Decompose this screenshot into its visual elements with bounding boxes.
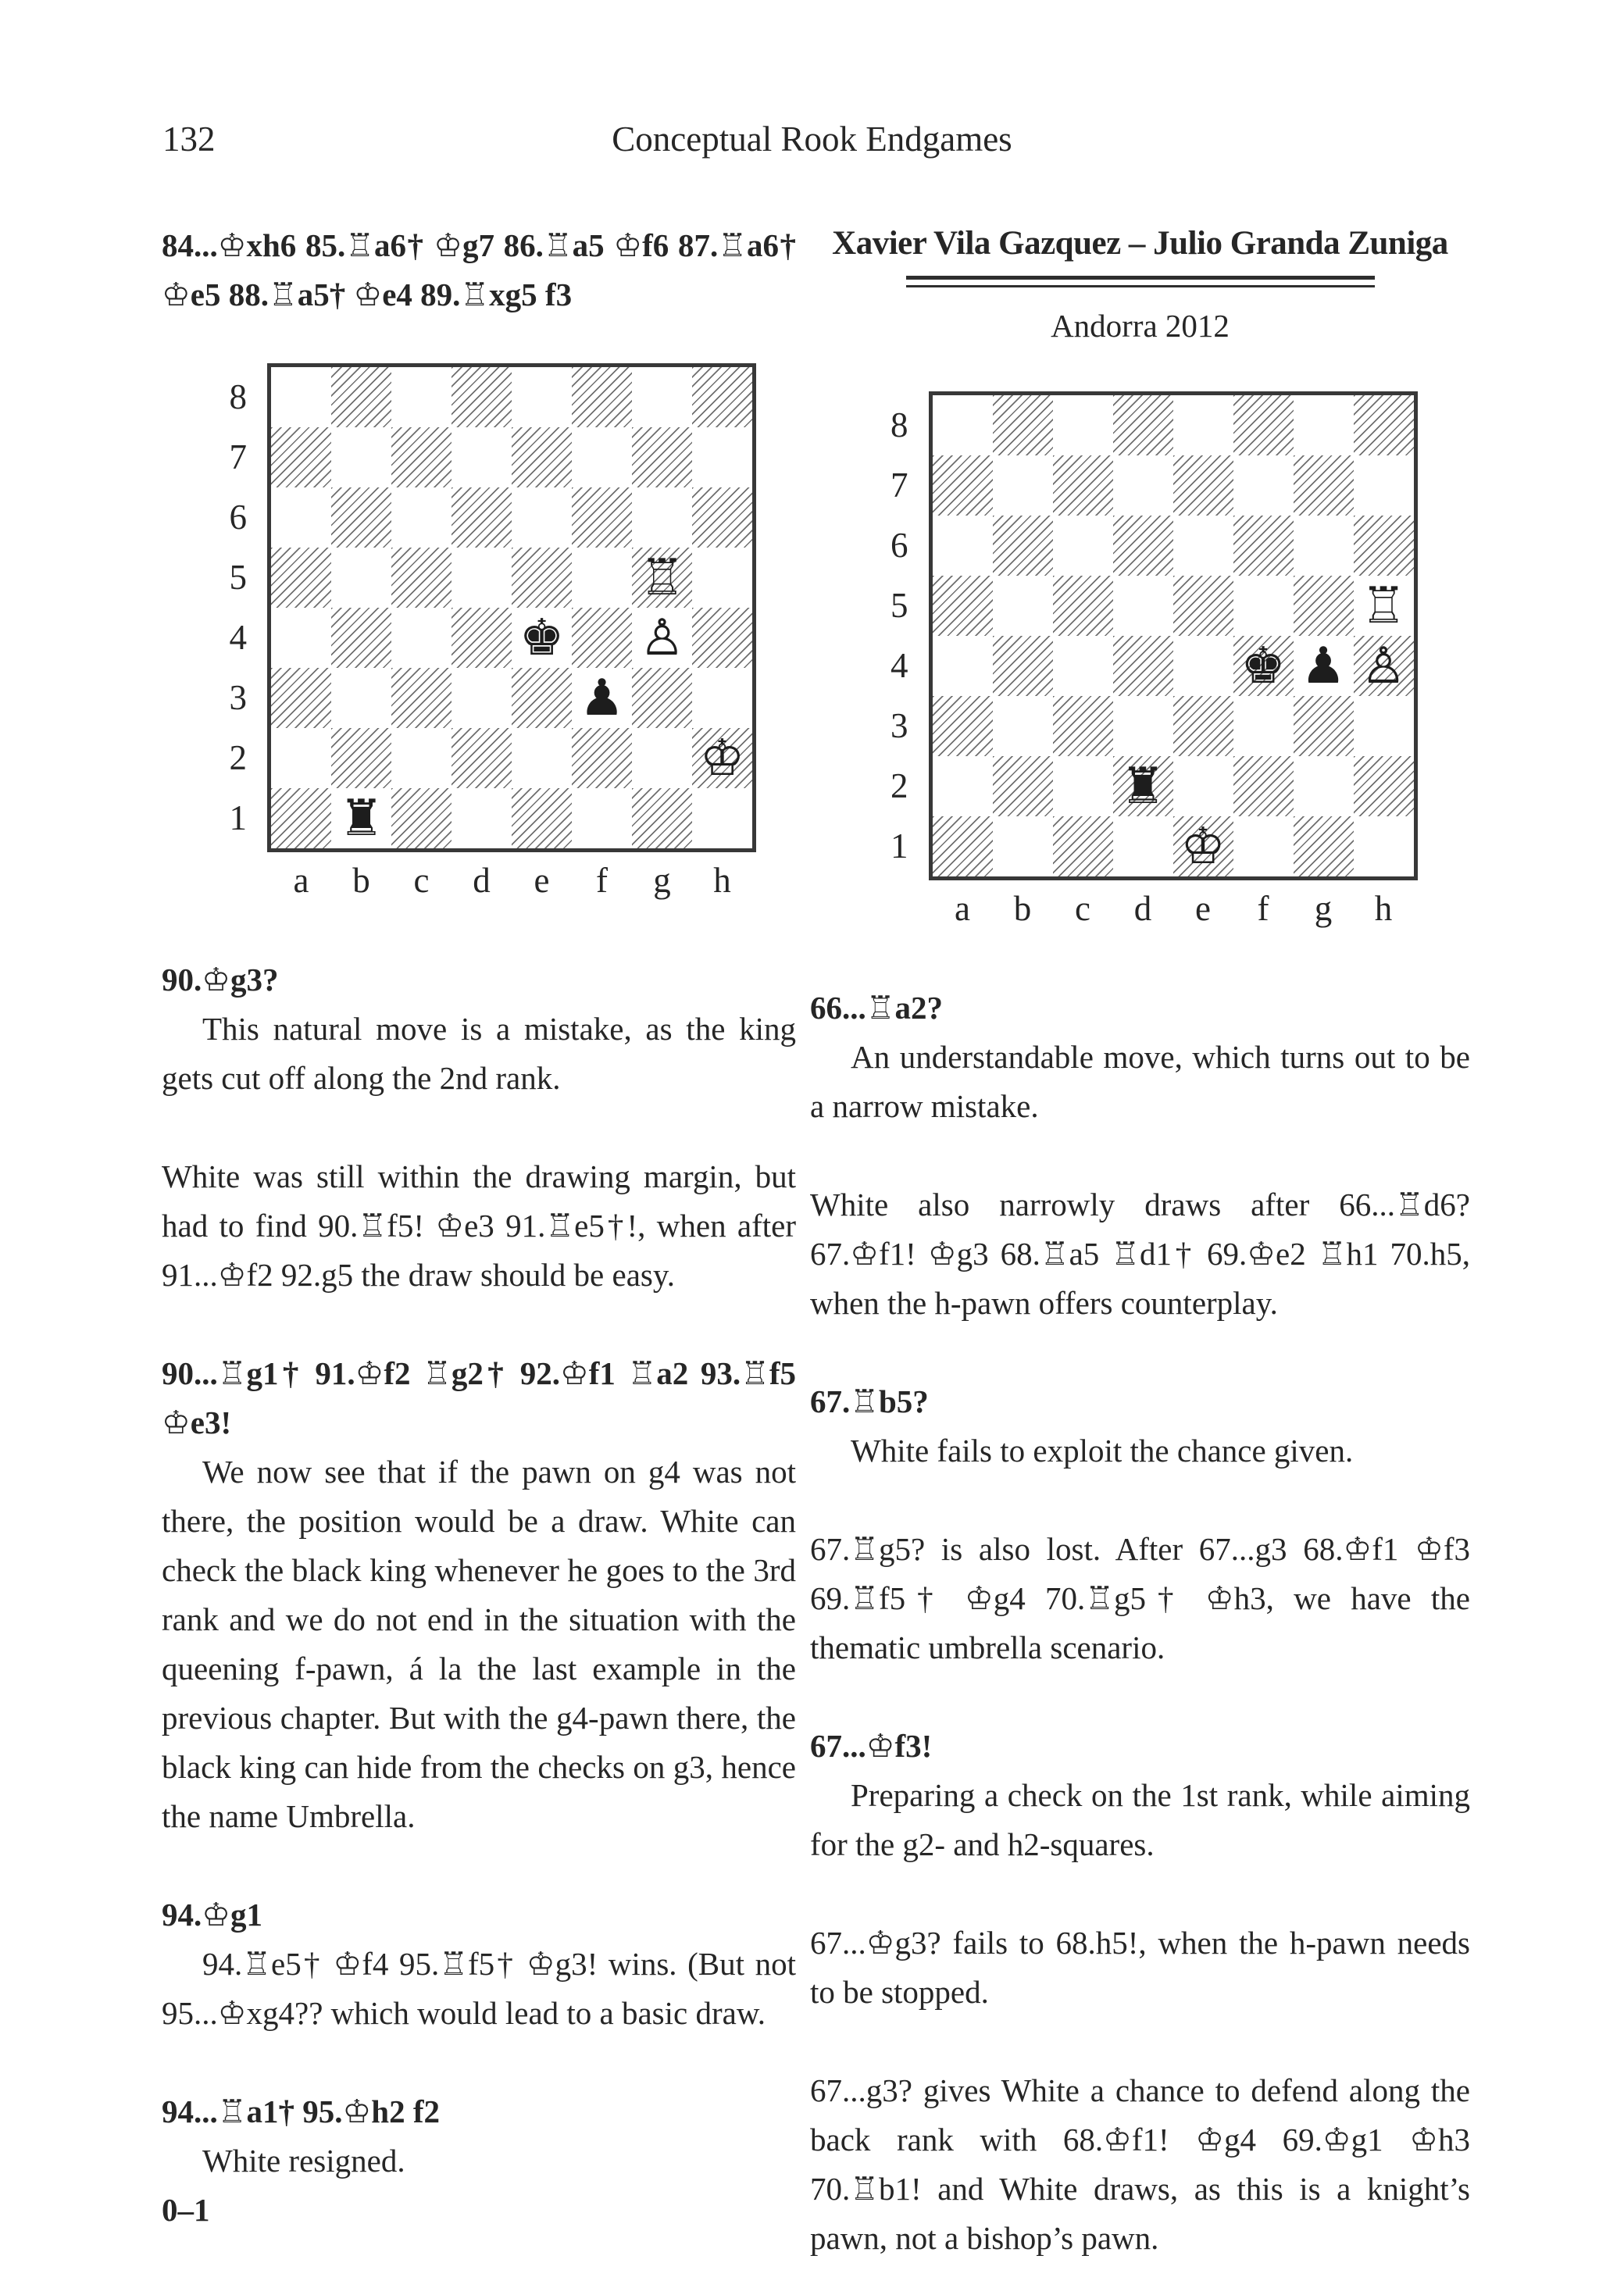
square-c4 xyxy=(1053,636,1113,696)
square-c6 xyxy=(1053,516,1113,576)
square-c3 xyxy=(391,668,452,728)
move-line: 90...♖g1† 91.♔f2 ♖g2† 92.♔f1 ♖a2 93.♖f5 ♔e3! xyxy=(162,1355,796,1440)
square-f5 xyxy=(572,548,632,608)
rank-label: 2 xyxy=(891,766,908,805)
commentary-paragraph: 67.♖g5? is also lost. After 67...g3 68.♔f1 ♔f3 69.♖f5† ♔g4 70.♖g5† ♔h3, we have the thematic umbrella scenario. xyxy=(810,1531,1470,1665)
chess-diagram-diagram1 xyxy=(162,363,796,901)
square-e2 xyxy=(1173,756,1233,816)
square-h1 xyxy=(1354,816,1414,876)
square-b4 xyxy=(993,636,1053,696)
rank-label: 5 xyxy=(229,558,247,597)
square-d7 xyxy=(1113,455,1173,516)
square-g1 xyxy=(632,788,692,848)
file-label: e xyxy=(1195,889,1211,928)
black-king-piece: ♚ xyxy=(519,609,565,667)
black-rook-piece: ♜ xyxy=(1120,757,1165,816)
square-d1 xyxy=(452,788,512,848)
square-e6 xyxy=(1173,516,1233,576)
square-e7 xyxy=(512,427,572,487)
square-e1 xyxy=(1173,816,1233,876)
board-with-rank-labels xyxy=(863,391,1418,880)
diagram-inner xyxy=(863,391,1418,929)
square-h6 xyxy=(1354,516,1414,576)
square-f4 xyxy=(1233,636,1294,696)
square-a6 xyxy=(271,487,331,548)
square-a3 xyxy=(933,696,993,756)
square-h8 xyxy=(1354,395,1414,455)
square-f5 xyxy=(1233,576,1294,636)
square-a1 xyxy=(271,788,331,848)
double-rule xyxy=(906,276,1375,287)
file-label: c xyxy=(413,861,430,900)
black-pawn-piece: ♟ xyxy=(579,669,625,727)
rank-label: 7 xyxy=(229,437,247,476)
diagram-inner xyxy=(202,363,756,901)
square-c1 xyxy=(1053,816,1113,876)
square-b2 xyxy=(993,756,1053,816)
square-h3 xyxy=(1354,696,1414,756)
game-players-header: Xavier Vila Gazquez – Julio Granda Zuniga xyxy=(832,225,1448,262)
square-b2 xyxy=(331,728,391,788)
file-label: e xyxy=(534,861,550,900)
square-b8 xyxy=(993,395,1053,455)
square-a7 xyxy=(933,455,993,516)
square-a5 xyxy=(271,548,331,608)
square-h4 xyxy=(1354,636,1414,696)
move-line: 67...♔f3! xyxy=(810,1728,933,1764)
commentary-paragraph: This natural move is a mistake, as the king gets cut off along the 2nd rank. xyxy=(162,1011,796,1096)
rank-label: 6 xyxy=(891,526,908,565)
rank-label: 4 xyxy=(229,618,247,657)
square-b5 xyxy=(993,576,1053,636)
square-a6 xyxy=(933,516,993,576)
square-g3 xyxy=(632,668,692,728)
square-g5 xyxy=(632,548,692,608)
square-a5 xyxy=(933,576,993,636)
square-b3 xyxy=(331,668,391,728)
rank-labels xyxy=(202,363,267,852)
white-pawn-piece: ♙ xyxy=(639,609,685,667)
rank-labels xyxy=(863,391,929,880)
square-e8 xyxy=(512,367,572,427)
square-d3 xyxy=(1113,696,1173,756)
square-c2 xyxy=(391,728,452,788)
commentary-paragraph: White fails to exploit the chance given. xyxy=(851,1433,1354,1469)
rank-label: 1 xyxy=(891,826,908,866)
file-label: a xyxy=(955,889,970,928)
rank-label: 5 xyxy=(891,586,908,625)
square-f6 xyxy=(572,487,632,548)
move-line: 94.♔g1 xyxy=(162,1897,263,1933)
square-d8 xyxy=(1113,395,1173,455)
rank-label: 8 xyxy=(229,377,247,416)
square-e3 xyxy=(1173,696,1233,756)
square-h5 xyxy=(1354,576,1414,636)
square-f1 xyxy=(1233,816,1294,876)
square-f7 xyxy=(572,427,632,487)
square-d3 xyxy=(452,668,512,728)
square-h4 xyxy=(692,608,752,668)
square-a7 xyxy=(271,427,331,487)
square-c2 xyxy=(1053,756,1113,816)
square-d1 xyxy=(1113,816,1173,876)
file-label: b xyxy=(1013,889,1032,928)
commentary-paragraph: White also narrowly draws after 66...♖d6? 67.♔f1! ♔g3 68.♖a5 ♖d1† 69.♔e2 ♖h1 70.h5, when the h-pawn offers counterplay. xyxy=(810,1187,1470,1321)
square-b7 xyxy=(993,455,1053,516)
file-label: f xyxy=(596,861,608,900)
square-d5 xyxy=(452,548,512,608)
file-label: h xyxy=(1374,889,1393,928)
square-f3 xyxy=(1233,696,1294,756)
square-b4 xyxy=(331,608,391,668)
square-f7 xyxy=(1233,455,1294,516)
file-label: b xyxy=(352,861,370,900)
square-f4 xyxy=(572,608,632,668)
black-pawn-piece: ♟ xyxy=(1301,637,1346,695)
square-g8 xyxy=(632,367,692,427)
square-c1 xyxy=(391,788,452,848)
square-b1 xyxy=(993,816,1053,876)
square-e3 xyxy=(512,668,572,728)
square-g3 xyxy=(1294,696,1354,756)
square-h1 xyxy=(692,788,752,848)
commentary-paragraph: An understandable move, which turns out to be a narrow mistake. xyxy=(810,1039,1470,1124)
square-c4 xyxy=(391,608,452,668)
square-b7 xyxy=(331,427,391,487)
commentary-paragraph: White resigned. xyxy=(202,2143,405,2179)
rank-label: 3 xyxy=(229,678,247,717)
square-f3 xyxy=(572,668,632,728)
square-g2 xyxy=(632,728,692,788)
square-h5 xyxy=(692,548,752,608)
chess-board xyxy=(929,391,1418,880)
square-b6 xyxy=(331,487,391,548)
square-d6 xyxy=(452,487,512,548)
square-f8 xyxy=(572,367,632,427)
commentary-paragraph: 67...g3? gives White a chance to defend along the back rank with 68.♔f1! ♔g4 69.♔g1 ♔h3 70.♖b1! and White draws, as this is a knight’s pawn, not a bishop’s pawn. xyxy=(810,2072,1470,2256)
square-h7 xyxy=(1354,455,1414,516)
rank-label: 8 xyxy=(891,405,908,444)
square-a8 xyxy=(271,367,331,427)
file-label: d xyxy=(473,861,491,900)
square-b1 xyxy=(331,788,391,848)
square-h2 xyxy=(692,728,752,788)
square-b5 xyxy=(331,548,391,608)
commentary-paragraph: 67...♔g3? fails to 68.h5!, when the h-pawn needs to be stopped. xyxy=(810,1925,1470,2010)
square-c5 xyxy=(1053,576,1113,636)
file-labels xyxy=(271,860,756,901)
event-year: Andorra 2012 xyxy=(1051,308,1230,344)
square-g7 xyxy=(632,427,692,487)
file-label: d xyxy=(1133,889,1152,928)
square-e5 xyxy=(1173,576,1233,636)
file-label: g xyxy=(653,861,671,900)
square-c7 xyxy=(391,427,452,487)
page-number: 132 xyxy=(162,120,216,159)
square-a2 xyxy=(271,728,331,788)
move-line: 67.♖b5? xyxy=(810,1383,929,1419)
chess-diagram-diagram2 xyxy=(810,391,1470,929)
square-e2 xyxy=(512,728,572,788)
white-rook-piece: ♖ xyxy=(639,548,685,607)
square-g4 xyxy=(1294,636,1354,696)
square-a8 xyxy=(933,395,993,455)
board-with-rank-labels xyxy=(202,363,756,852)
square-g8 xyxy=(1294,395,1354,455)
rank-label: 7 xyxy=(891,466,908,505)
file-label: g xyxy=(1314,889,1333,928)
square-g6 xyxy=(1294,516,1354,576)
square-c8 xyxy=(391,367,452,427)
move-line: 94...♖a1† 95.♔h2 f2 xyxy=(162,2093,440,2129)
square-e1 xyxy=(512,788,572,848)
square-f8 xyxy=(1233,395,1294,455)
square-e6 xyxy=(512,487,572,548)
square-a2 xyxy=(933,756,993,816)
file-label: c xyxy=(1075,889,1090,928)
square-g7 xyxy=(1294,455,1354,516)
square-d6 xyxy=(1113,516,1173,576)
square-a1 xyxy=(933,816,993,876)
commentary-paragraph: Preparing a check on the 1st rank, while aiming for the g2- and h2-squares. xyxy=(810,1777,1470,1862)
left-column xyxy=(162,221,796,2235)
square-g2 xyxy=(1294,756,1354,816)
file-label: h xyxy=(713,861,731,900)
square-c6 xyxy=(391,487,452,548)
move-line: 90.♔g3? xyxy=(162,962,279,998)
square-e4 xyxy=(1173,636,1233,696)
white-king-piece: ♔ xyxy=(1180,817,1226,876)
square-e7 xyxy=(1173,455,1233,516)
square-h8 xyxy=(692,367,752,427)
square-a3 xyxy=(271,668,331,728)
square-c5 xyxy=(391,548,452,608)
square-e8 xyxy=(1173,395,1233,455)
square-h7 xyxy=(692,427,752,487)
white-rook-piece: ♖ xyxy=(1361,576,1406,635)
square-d2 xyxy=(452,728,512,788)
square-f2 xyxy=(1233,756,1294,816)
square-d8 xyxy=(452,367,512,427)
square-b3 xyxy=(993,696,1053,756)
square-d4 xyxy=(1113,636,1173,696)
file-label: f xyxy=(1257,889,1269,928)
square-d5 xyxy=(1113,576,1173,636)
square-c3 xyxy=(1053,696,1113,756)
square-g5 xyxy=(1294,576,1354,636)
square-a4 xyxy=(271,608,331,668)
white-king-piece: ♔ xyxy=(699,729,745,787)
square-f1 xyxy=(572,788,632,848)
square-d4 xyxy=(452,608,512,668)
move-line: 66...♖a2? xyxy=(810,990,944,1026)
square-f2 xyxy=(572,728,632,788)
square-f6 xyxy=(1233,516,1294,576)
rank-label: 1 xyxy=(229,798,247,837)
square-c8 xyxy=(1053,395,1113,455)
square-d2 xyxy=(1113,756,1173,816)
commentary-paragraph: White was still within the drawing margin, but had to find 90.♖f5! ♔e3 91.♖e5†!, when after 91...♔f2 92.g5 the draw should be easy. xyxy=(162,1158,796,1293)
chess-board xyxy=(267,363,756,852)
rank-label: 4 xyxy=(891,646,908,685)
square-c7 xyxy=(1053,455,1113,516)
square-d7 xyxy=(452,427,512,487)
file-labels xyxy=(933,888,1418,929)
square-h3 xyxy=(692,668,752,728)
square-g1 xyxy=(1294,816,1354,876)
rank-label: 2 xyxy=(229,738,247,777)
running-title: Conceptual Rook Endgames xyxy=(612,120,1012,159)
rank-label: 6 xyxy=(229,498,247,537)
file-label: a xyxy=(293,861,309,900)
square-h2 xyxy=(1354,756,1414,816)
move-line: 84...♔xh6 85.♖a6† ♔g7 86.♖a5 ♔f6 87.♖a6† ♔e5 88.♖a5† ♔e4 89.♖xg5 f3 xyxy=(162,227,796,312)
square-b6 xyxy=(993,516,1053,576)
commentary-paragraph: We now see that if the pawn on g4 was not there, the position would be a draw. White can check the black king whenever he goes to the 3rd rank and we do not end in the situation with the queening f-pawn, á la the last example in the previous chapter. But with the g4-pawn there, the black king can hide from the checks on g3, hence the name Umbrella. xyxy=(162,1454,796,1834)
game-result: 0–1 xyxy=(162,2192,210,2228)
square-a4 xyxy=(933,636,993,696)
square-g6 xyxy=(632,487,692,548)
square-b8 xyxy=(331,367,391,427)
black-king-piece: ♚ xyxy=(1240,637,1286,695)
square-e4 xyxy=(512,608,572,668)
commentary-paragraph: 94.♖e5† ♔f4 95.♖f5† ♔g3! wins. (But not 95...♔xg4?? which would lead to a basic draw. xyxy=(162,1946,796,2031)
rank-label: 3 xyxy=(891,706,908,745)
square-g4 xyxy=(632,608,692,668)
black-rook-piece: ♜ xyxy=(338,789,384,848)
square-e5 xyxy=(512,548,572,608)
white-pawn-piece: ♙ xyxy=(1361,637,1406,695)
right-column xyxy=(810,221,1470,2263)
square-h6 xyxy=(692,487,752,548)
